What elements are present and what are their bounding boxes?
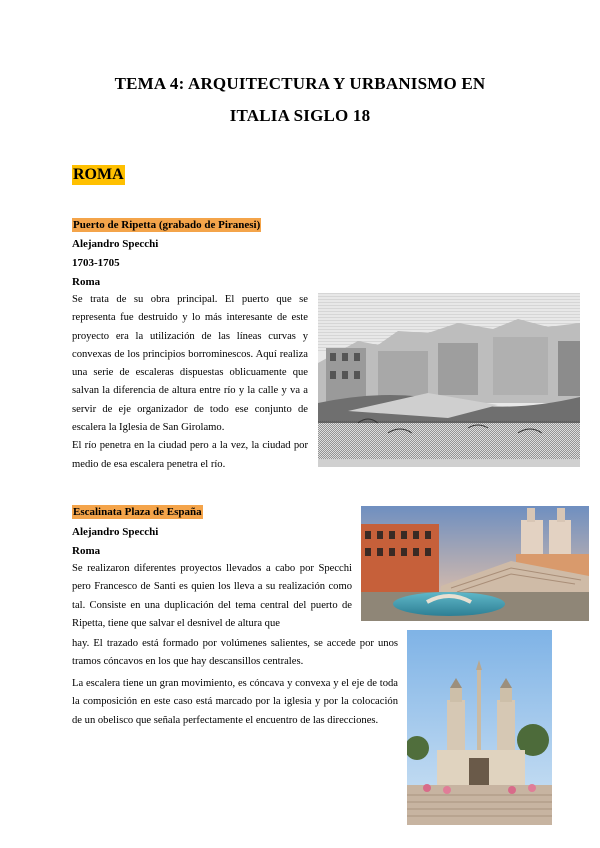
entry2-paragraph2: hay. El trazado está formado por volúmenes salientes, se accede por unos tramos cóncavos en los que hay descansillos centrales. <box>72 638 398 668</box>
entry1-heading: Puerto de Ripetta (grabado de Piranesi) <box>73 219 261 231</box>
entry1-paragraph1: Se trata de su obra principal. El puerto que se representa fue destruido y lo más interesante de este proyecto era la utilización de las líneas curvas y convexas de los principios borrominescos. Aquí realiza una serie de escaleras dispuestas oblicuamente que salvan la diferencia de altura entre río y la calle y va a servir de eje organizador de todo ese conjunto de escalera la Iglesia de San Girolamo. <box>72 294 308 434</box>
entry1-author: Alejandro Specchi <box>72 238 159 250</box>
entry2-heading: Escalinata Plaza de España <box>73 506 202 518</box>
plaza-espana-photo <box>361 506 589 621</box>
entry1-paragraph2: El río penetra en la ciudad pero a la vez, la ciudad por medio de esa escalera penetra el río. <box>72 440 308 470</box>
entry1-dates: 1703-1705 <box>72 257 120 269</box>
entry1-description <box>72 291 308 474</box>
entry2-paragraph1: Se realizaron diferentes proyectos llevados a cabo por Specchi pero Francesco de Santi es quien los lleva a su realización como tal. Consiste en una duplicación del tema central del puerto de Ripetta, tiene que salvar el desnivel de altura que <box>72 563 352 629</box>
document-title-line1: TEMA 4: ARQUITECTURA Y URBANISMO EN <box>114 74 486 93</box>
trinita-dei-monti-photo <box>407 630 552 825</box>
piranesi-engraving-image <box>318 293 580 467</box>
entry2-author: Alejandro Specchi <box>72 526 159 538</box>
section-heading-roma: ROMA <box>73 166 124 183</box>
entry2-paragraph3: La escalera tiene un gran movimiento, es cóncava y convexa y el eje de toda la composición en este caso está marcado por la iglesia y por la colocación de un obelisco que señala perfectamente el encuentro de las direcciones. <box>72 678 398 726</box>
entry2-place: Roma <box>72 545 101 557</box>
document-title-line2: ITALIA SIGLO 18 <box>229 106 371 125</box>
entry1-place: Roma <box>72 276 101 288</box>
